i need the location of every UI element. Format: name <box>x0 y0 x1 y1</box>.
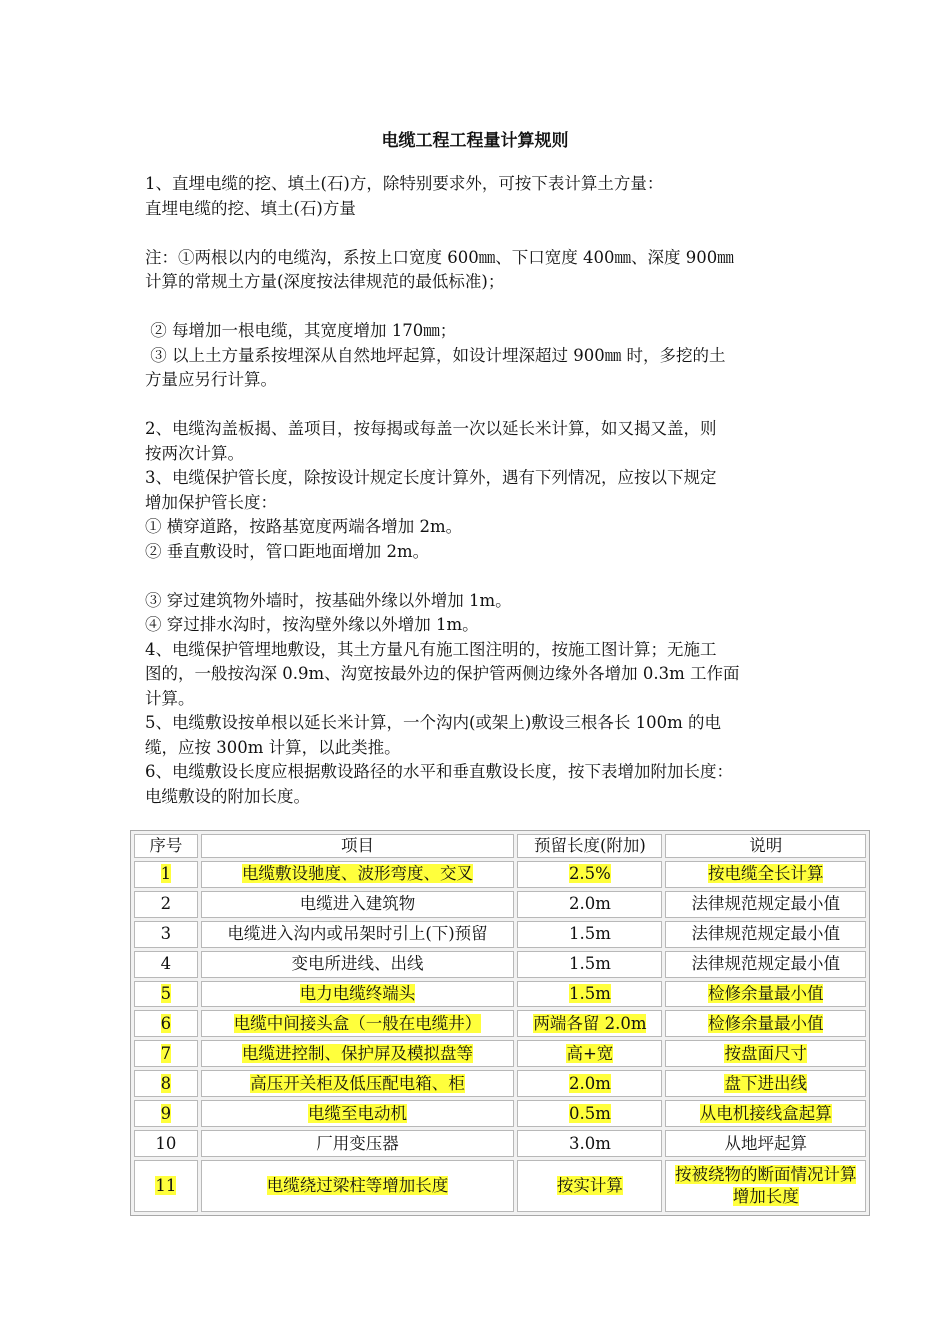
paragraph-line: 注：①两根以内的电缆沟，系按上口宽度 600㎜、下口宽度 400㎜、深度 900㎜ <box>145 247 734 267</box>
table-row <box>134 1130 866 1157</box>
row-reserve-cell <box>517 1040 662 1067</box>
cell-text: 11 <box>155 1176 177 1195</box>
cell-text: 电缆至电动机 <box>308 1103 407 1123</box>
row-reserve-cell <box>517 891 662 918</box>
row-index-cell <box>134 1010 198 1037</box>
cell-text: 法律规范规定最小值 <box>691 924 840 944</box>
cell-text: 0.5m <box>568 1103 611 1123</box>
row-note-cell <box>665 1010 866 1037</box>
cell-text: 5 <box>160 984 172 1003</box>
row-note-cell <box>665 1070 866 1097</box>
row-item-cell <box>201 1100 515 1127</box>
blank-line <box>145 564 835 589</box>
row-reserve-cell <box>517 1130 662 1157</box>
row-index-cell <box>134 1070 198 1097</box>
cell-text: 电力电缆终端头 <box>299 984 416 1003</box>
paragraph-line: ② 每增加一根电缆，其宽度增加 170㎜； <box>145 321 457 340</box>
row-index-cell <box>134 1100 198 1127</box>
paragraph-line: ③ 以上土方量系按埋深从自然地坪起算，如设计埋深超过 900㎜ 时，多挖的土 <box>145 345 726 365</box>
additional-length-table <box>131 831 869 1215</box>
cell-text: 8 <box>160 1073 172 1093</box>
cell-text: 4 <box>160 954 172 974</box>
row-reserve-cell <box>517 861 662 888</box>
header-cell-note: 说明 <box>665 834 866 858</box>
paragraph-line: 图的，一般按沟深 0.9m、沟宽按最外边的保护管两侧边缘外各增加 0.3m 工作面 <box>145 664 740 683</box>
additional-length-table-frame <box>130 830 870 1216</box>
cell-text: 检修余量最小值 <box>707 1013 824 1033</box>
cell-text: 1.5m <box>568 984 611 1003</box>
row-index-cell <box>134 861 198 888</box>
paragraph-line: 电缆敷设的附加长度。 <box>145 786 310 806</box>
cell-text: 从地坪起算 <box>724 1133 807 1153</box>
cell-text: 电缆中间接头盒（一般在电缆井） <box>233 1013 482 1033</box>
row-reserve-cell <box>517 951 662 978</box>
table-row <box>134 861 866 888</box>
row-index-cell <box>134 951 198 978</box>
paragraph-line: ③ 穿过建筑物外墙时，按基础外缘以外增加 1m。 <box>145 590 512 610</box>
document-title: 电缆工程工程量计算规则 <box>381 131 569 151</box>
cell-text: 3.0m <box>568 1133 611 1153</box>
header-cell-item: 项目 <box>201 834 515 858</box>
blank-line <box>145 221 835 246</box>
row-reserve-cell <box>517 1070 662 1097</box>
paragraph-line: ④ 穿过排水沟时，按沟壁外缘以外增加 1m。 <box>145 615 479 634</box>
cell-text: 电缆进入建筑物 <box>299 894 416 914</box>
row-index-cell <box>134 981 198 1008</box>
table-row <box>134 1010 866 1037</box>
table-row <box>134 1100 866 1127</box>
blank-line <box>145 393 835 418</box>
row-note-cell <box>665 1130 866 1157</box>
row-index-cell <box>134 1040 198 1067</box>
row-note-cell <box>665 951 866 978</box>
row-index-cell <box>134 1130 198 1157</box>
row-note-cell <box>665 861 866 888</box>
cell-text: 按被绕物的断面情况计算增加长度 <box>674 1165 857 1206</box>
cell-text: 按电缆全长计算 <box>707 864 824 884</box>
row-item-cell <box>201 1070 515 1097</box>
table-row <box>134 951 866 978</box>
cell-text: 1.5m <box>568 954 611 974</box>
row-index-cell <box>134 1160 198 1212</box>
table-row <box>134 891 866 918</box>
cell-text: 法律规范规定最小值 <box>691 954 840 974</box>
document-body <box>145 172 835 809</box>
row-item-cell <box>201 891 515 918</box>
row-note-cell <box>665 1100 866 1127</box>
row-reserve-cell <box>517 981 662 1008</box>
paragraph-line: 直埋电缆的挖、填土(石)方量 <box>145 198 356 218</box>
table-row <box>134 1040 866 1067</box>
table-row <box>134 921 866 948</box>
paragraph-line: 5、电缆敷设按单根以延长米计算，一个沟内(或架上)敷设三根各长 100m 的电 <box>145 713 722 732</box>
row-note-cell <box>665 981 866 1008</box>
row-note-cell <box>665 891 866 918</box>
cell-text: 检修余量最小值 <box>707 984 824 1003</box>
row-item-cell <box>201 951 515 978</box>
cell-text: 法律规范规定最小值 <box>691 894 840 914</box>
row-item-cell <box>201 1040 515 1067</box>
blank-line <box>145 295 835 320</box>
cell-text: 电缆进入沟内或吊架时引上(下)预留 <box>227 924 488 944</box>
paragraph-line: 按两次计算。 <box>145 443 244 463</box>
cell-text: 6 <box>160 1013 172 1033</box>
cell-text: 2.0m <box>568 1073 611 1093</box>
row-item-cell <box>201 981 515 1008</box>
paragraph-line: 方量应另行计算。 <box>145 370 277 389</box>
cell-text: 从电机接线盒起算 <box>699 1103 832 1123</box>
paragraph-line: 增加保护管长度： <box>145 492 277 512</box>
cell-text: 7 <box>160 1043 172 1063</box>
row-item-cell <box>201 861 515 888</box>
paragraph-line: ① 横穿道路，按路基宽度两端各增加 2m。 <box>145 517 463 536</box>
cell-text: 变电所进线、出线 <box>291 954 424 974</box>
table-row <box>134 1070 866 1097</box>
cell-text: 厂用变压器 <box>316 1133 399 1153</box>
row-reserve-cell <box>517 1010 662 1037</box>
paragraph-line: 1、直埋电缆的挖、填土(石)方，除特别要求外，可按下表计算土方量： <box>145 174 664 193</box>
cell-text: 电缆绕过梁柱等增加长度 <box>266 1176 449 1195</box>
row-reserve-cell <box>517 1160 662 1212</box>
row-note-cell <box>665 921 866 948</box>
row-item-cell <box>201 921 515 948</box>
cell-text: 10 <box>155 1133 177 1153</box>
row-item-cell <box>201 1130 515 1157</box>
paragraph-line: 计算的常规土方量(深度按法律规范的最低标准)； <box>145 272 505 291</box>
header-cell-reserve: 预留长度(附加) <box>517 834 662 858</box>
cell-text: 2.5% <box>568 864 611 884</box>
row-reserve-cell <box>517 921 662 948</box>
header-cell-index: 序号 <box>134 834 198 858</box>
cell-text: 1 <box>160 864 172 884</box>
row-reserve-cell <box>517 1100 662 1127</box>
cell-text: 2.0m <box>568 894 611 914</box>
table-header-row <box>134 834 866 858</box>
cell-text: 高压开关柜及低压配电箱、柜 <box>250 1073 465 1093</box>
cell-text: 电缆进控制、保护屏及模拟盘等 <box>242 1043 473 1063</box>
cell-text: 9 <box>160 1103 172 1123</box>
cell-text: 1.5m <box>568 924 611 944</box>
paragraph-line: ② 垂直敷设时，管口距地面增加 2m。 <box>145 541 430 561</box>
cell-text: 2 <box>160 894 172 914</box>
paragraph-line: 6、电缆敷设长度应根据敷设路径的水平和垂直敷设长度，按下表增加附加长度： <box>145 762 733 781</box>
cell-text: 按实计算 <box>556 1176 623 1195</box>
paragraph-line: 2、电缆沟盖板揭、盖项目，按每揭或每盖一次以延长米计算，如又揭又盖，则 <box>145 419 717 438</box>
cell-text: 电缆敷设驰度、波形弯度、交叉 <box>242 864 473 884</box>
row-note-cell <box>665 1160 866 1212</box>
row-item-cell <box>201 1010 515 1037</box>
cell-text: 3 <box>160 924 172 944</box>
paragraph-line: 计算。 <box>145 688 195 708</box>
cell-text: 按盘面尺寸 <box>724 1043 807 1063</box>
row-note-cell <box>665 1040 866 1067</box>
cell-text: 盘下进出线 <box>724 1073 807 1093</box>
paragraph-line: 3、电缆保护管长度，除按设计规定长度计算外，遇有下列情况，应按以下规定 <box>145 468 717 487</box>
table-row <box>134 1160 866 1212</box>
cell-text: 两端各留 2.0m <box>533 1013 647 1033</box>
cell-text: 高+宽 <box>566 1043 614 1063</box>
paragraph-line: 缆，应按 300m 计算，以此类推。 <box>145 737 401 757</box>
row-index-cell <box>134 891 198 918</box>
row-index-cell <box>134 921 198 948</box>
row-item-cell <box>201 1160 515 1212</box>
paragraph-line: 4、电缆保护管埋地敷设，其土方量凡有施工图注明的，按施工图计算；无施工 <box>145 639 717 659</box>
table-row <box>134 981 866 1008</box>
